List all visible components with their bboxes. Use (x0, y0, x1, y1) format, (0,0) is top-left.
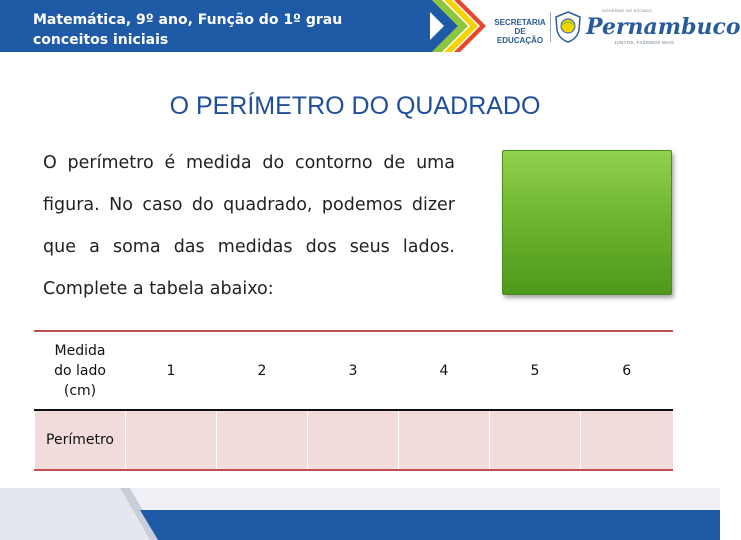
brand-name: Pernambuco (586, 14, 741, 40)
coat-of-arms-icon (554, 10, 582, 44)
table-row-perimeter (35, 410, 673, 470)
paragraph-line-1: O perímetro é medida do contorno de uma (43, 153, 455, 173)
instruction-paragraph (43, 146, 455, 314)
perimeter-answer-cell[interactable] (399, 410, 490, 470)
perimeter-header-cell: Perímetro (35, 410, 126, 470)
side-length-cell: 4 (399, 331, 490, 410)
side-length-cell: 2 (217, 331, 308, 410)
header-title (33, 10, 342, 50)
brand-tagline: JUNTOS, FAZEMOS MAIS (614, 40, 675, 45)
government-logo (494, 6, 741, 48)
side-length-header-cell: Medida do lado (cm) (35, 331, 126, 410)
header-bar (0, 0, 741, 52)
green-square-shape (502, 150, 672, 295)
perimeter-answer-cell[interactable] (126, 410, 217, 470)
header-title-line2: conceitos iniciais (33, 32, 169, 48)
footer-decoration (0, 488, 720, 540)
secretaria-label: SECRETARIA DE EDUCAÇÃO (494, 18, 546, 45)
perimeter-answer-cell[interactable] (490, 410, 581, 470)
perimeter-table (34, 330, 673, 471)
perimeter-answer-cell[interactable] (581, 410, 673, 470)
perimeter-answer-cell[interactable] (308, 410, 399, 470)
side-length-cell: 6 (581, 331, 673, 410)
page-title: O PERÍMETRO DO QUADRADO (169, 92, 541, 120)
header-stripes-decoration (418, 0, 488, 52)
table-row-side-length (35, 331, 673, 410)
paragraph-line-2: figura. No caso do quadrado, podemos dizer (43, 195, 455, 215)
side-length-cell: 1 (126, 331, 217, 410)
logo-divider (550, 12, 551, 42)
brand-top-label: GOVERNO DO ESTADO (602, 8, 652, 13)
paragraph-line-3: que a soma das medidas dos seus lados. (43, 237, 455, 257)
paragraph-line-4: Complete a tabela abaixo: (43, 279, 274, 299)
perimeter-answer-cell[interactable] (217, 410, 308, 470)
header-title-line1: Matemática, 9º ano, Função do 1º grau (33, 12, 343, 28)
side-length-cell: 3 (308, 331, 399, 410)
side-length-cell: 5 (490, 331, 581, 410)
